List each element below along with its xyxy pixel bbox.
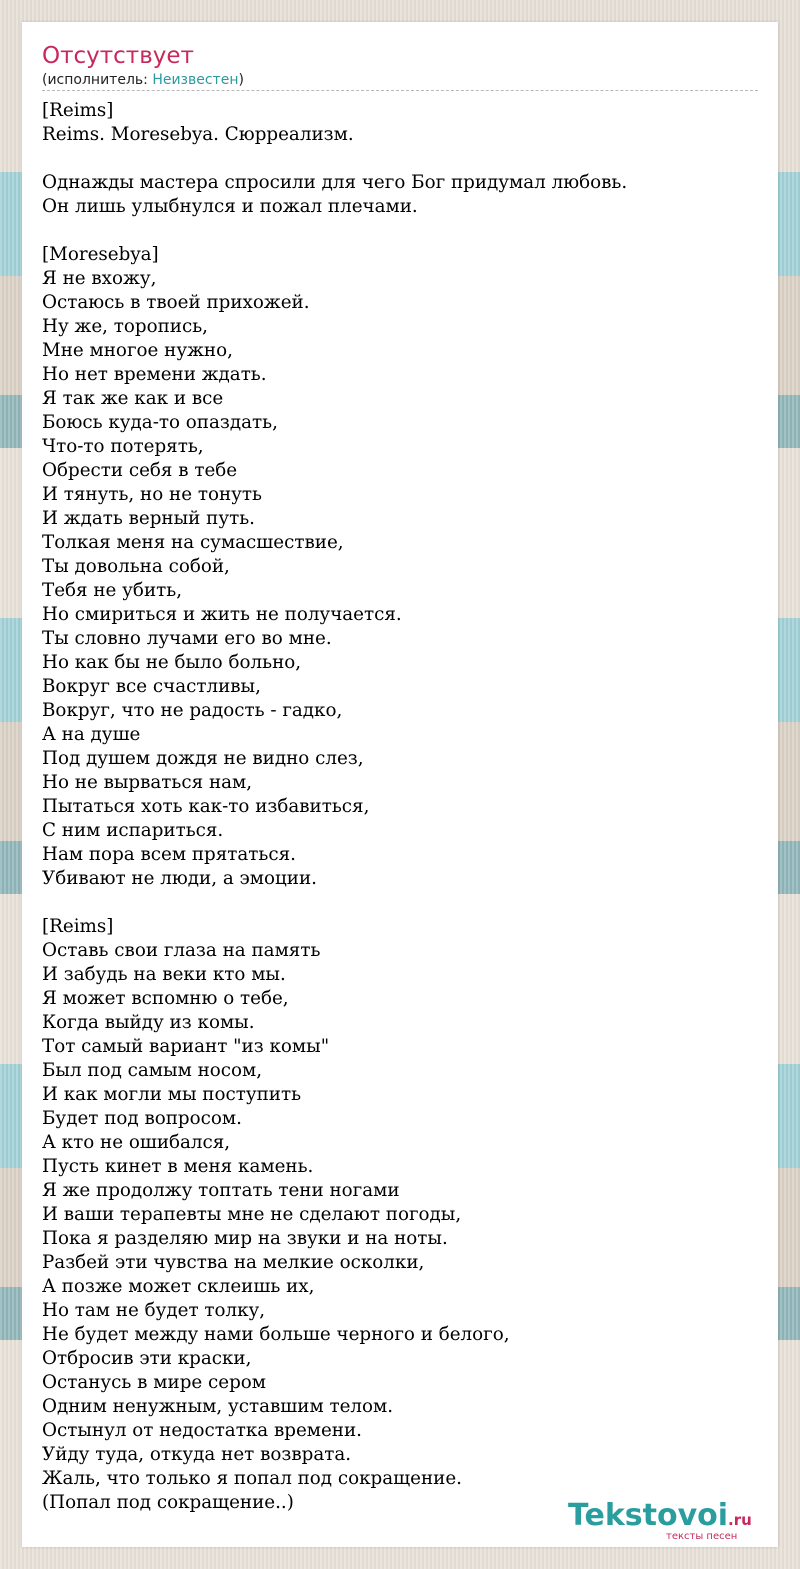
lyrics-card [22, 22, 778, 1547]
logo-tld: .ru [728, 1511, 752, 1529]
site-logo[interactable] [568, 1499, 778, 1547]
logo-tagline: тексты песен [666, 1531, 738, 1542]
lyrics-text: [Reims] Reims. Moresebya. Сюрреализм. Однажды мастера спросили для чего Бог придумал любовь. Он лишь улыбнулся и пожал плечами. [Moresebya] Я не вхожу, Остаюсь в твоей прихожей. Ну же, торопись, Мне многое нужно, Но нет времени ждать. Я так же как и все Боюсь куда-то опаздать, Что-то потерять, Обрести себя в тебе И тянуть, но не тонуть И ждать верный путь. Толкая меня на сумасшествие, Ты довольна собой, Тебя не убить, Но смириться и жить не получается. Ты словно лучами его во мне. Но как бы не было больно, Вокруг все счастливы, Вокруг, что не радость - гадко, А на душе Под душем дождя не видно слез, Но не вырваться нам, Пытаться хоть как-то избавиться, С ним испариться. Нам пора всем прятаться. Убивают не люди, а эмоции. [Reims] Оставь свои глаза на память И забудь на веки кто мы. Я может вспомню о тебе, Когда выйду из комы. Тот самый вариант "из комы" Был под самым носом, И как могли мы поступить Будет под вопросом. А кто не ошибался, Пусть кинет в меня камень. Я же продолжу топтать тени ногами И ваши терапевты мне не сделают погоды, Пока я разделяю мир на звуки и на ноты. Разбей эти чувства на мелкие осколки, А позже может склеишь их, Но там не будет толку, Не будет между нами больше черного и белого, Отбросив эти краски, Останусь в мире сером Одним ненужным, уставшим телом. Остынул от недостатка времени. Уйду туда, откуда нет возврата. Жаль, что только я попал под сокращение. (Попал под сокращение..) [42, 100, 628, 1513]
artist-prefix: (исполнитель: [42, 72, 153, 88]
song-title: Отсутствует [42, 43, 194, 69]
artist-link[interactable]: Неизвестен [152, 72, 239, 88]
logo-name: Tekstovoi [568, 1498, 729, 1533]
artist-line [42, 71, 244, 89]
title-divider [42, 90, 758, 91]
artist-suffix: ) [238, 72, 244, 88]
